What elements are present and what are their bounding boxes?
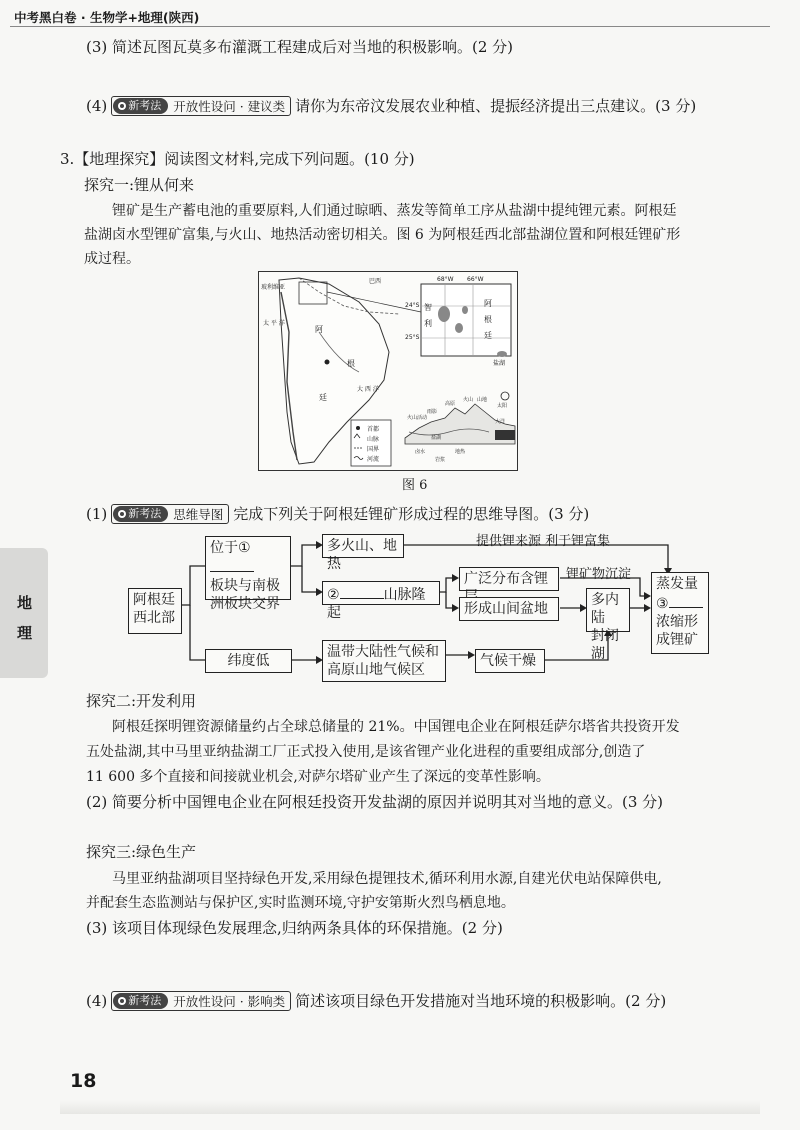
side-tab-char-1: 地 (17, 594, 33, 612)
label-lat25: 25°S (405, 334, 420, 341)
final-line4: 成锂矿 (656, 632, 698, 648)
mindmap-salt-layer: 广泛分布含锂 (459, 567, 559, 591)
section2-para-line2: 五处盐湖,其中马里亚纳盐湖工厂正式投入使用,是该省锂产业化进程的重要组成部分,创造了 (86, 744, 646, 760)
q3-sub4 (86, 990, 666, 1011)
plate-line1-text: 位于① (210, 540, 251, 556)
mindmap-volcano: 多火山、地热 (322, 534, 404, 558)
mindmap-root (128, 588, 182, 634)
legend-mountain-label: 山脉 (367, 436, 380, 443)
mindmap-climate (322, 640, 446, 682)
plate-line3: 洲板块交界 (210, 596, 280, 612)
section3-para-line2: 并配套生态监测站与保护区,实时监测环境,守护安第斯火烈鸟栖息地。 (86, 895, 515, 911)
tag-label: 思维导图 (173, 506, 224, 522)
section2-para-line1: 阿根廷探明锂资源储量约占全球总储量的 21%。中国锂电企业在阿根廷萨尔塔省共投资开发 (112, 719, 680, 735)
section3-title: 探究三:绿色生产 (86, 843, 197, 861)
q3-sub1-number: (1) (86, 504, 108, 523)
side-tab-char-2: 理 (17, 624, 33, 642)
section1-para-line1: 锂矿是生产蓄电池的重要原料,人们通过晾晒、蒸发等简单工序从盐湖中提纯锂元素。阿根廷 (112, 203, 677, 219)
arrowhead (644, 592, 651, 600)
cross-label-8: 大洋 (495, 419, 506, 425)
pill-label: 新考法 (128, 98, 162, 112)
label-volcano: 火山 (463, 397, 474, 403)
tag-label: 开放性设问 · 影响类 (173, 993, 286, 1009)
new-method-tag (111, 991, 291, 1011)
section3-para-line1: 马里亚纳盐湖项目坚持绿色开发,采用绿色提锂技术,循环利用水源,自建光伏电站保障供电, (112, 871, 662, 887)
mindmap-low-latitude: 纬度低 (205, 649, 292, 673)
label-ting: 廷 (319, 393, 327, 402)
final-line2 (656, 593, 704, 613)
answer-blank-1[interactable] (210, 557, 254, 572)
cross-label-5: 地热 (455, 449, 466, 455)
pill-label: 新考法 (128, 506, 162, 520)
label-lon66: 66°W (467, 276, 484, 283)
root-line2: 西北部 (133, 610, 175, 626)
page-bottom-shadow (60, 1100, 760, 1114)
cross-label-6: 岩浆 (435, 457, 446, 463)
q3-sub1-text: 完成下列关于阿根廷锂矿形成过程的思维导图。(3 分) (233, 505, 590, 523)
label-salt-lake: 盐湖 (493, 360, 506, 367)
figure-caption: 图 6 (402, 478, 428, 493)
legend-capital-label: 首都 (367, 426, 380, 433)
final-line3: 浓缩形 (656, 614, 698, 630)
mindmap-plate-location (205, 536, 291, 612)
climate-line1: 温带大陆性气候和 (327, 644, 439, 660)
page-header: 中考黑白卷 · 生物学+地理(陕西) (14, 10, 200, 25)
final-line1: 蒸发量 (656, 576, 698, 592)
label-gen: 根 (347, 359, 355, 368)
section1-para-line3: 成过程。 (84, 251, 140, 267)
label-a2: 阿 (484, 299, 492, 308)
mindmap-note2: 锂矿物沉淀 (566, 567, 632, 582)
q2-sub4-number: (4) (86, 96, 108, 115)
final-blank-marker: ③ (656, 596, 669, 612)
legend-river-label: 河流 (367, 456, 380, 463)
cross-label-3: 盐湖 (431, 435, 442, 441)
climate-line2: 高原山地气候区 (327, 662, 425, 678)
q3-heading: 3.【地理探究】阅读图文材料,完成下列问题。(10 分) (60, 150, 415, 168)
answer-blank-2[interactable] (340, 584, 384, 599)
mindmap-lake (586, 588, 630, 662)
arrowhead (644, 604, 651, 612)
plate-line1 (210, 539, 286, 577)
answer-blank-3[interactable] (669, 593, 703, 608)
label-pacific: 太 平 洋 (263, 320, 285, 327)
section1-para-line2: 盐湖卤水型锂矿富集,与火山、地热活动密切相关。图 6 为阿根廷西北部盐湖位置和阿根廷锂矿形 (84, 227, 681, 243)
q3-sub2: (2) 简要分析中国锂电企业在阿根廷投资开发盐湖的原因并说明其对当地的意义。(3 分) (86, 793, 664, 811)
connector (446, 592, 452, 608)
label-zhi: 智 (424, 303, 432, 312)
mindmap-dry: 气候干燥 (475, 649, 545, 673)
mindmap-note1: 提供锂来源 利于锂富集 (476, 534, 611, 549)
legend-border-label: 国界 (367, 446, 380, 453)
arrowhead (468, 651, 475, 659)
label-sun: 太阳 (497, 403, 508, 409)
cross-label-2: 高原 (445, 401, 456, 407)
lake-line1: 多内陆 (591, 592, 619, 626)
section1-title: 探究一:锂从何来 (84, 176, 195, 194)
cross-label-4: 卤水 (415, 449, 426, 455)
page-number: 18 (70, 1070, 97, 1092)
label-ting2: 廷 (484, 331, 492, 340)
label-a: 阿 (315, 325, 323, 334)
connector (440, 578, 452, 592)
subject-side-tab (0, 548, 48, 678)
mindmap-mountain (322, 581, 440, 621)
root-line1: 阿根廷 (133, 592, 175, 608)
new-method-pill (113, 993, 168, 1009)
mindmap-final (651, 572, 709, 654)
q2-sub4-text: 请你为东帝汶发展农业种植、提振经济提出三点建议。(3 分) (295, 97, 697, 115)
connector (190, 605, 205, 660)
connector (182, 566, 205, 605)
label-li: 利 (424, 319, 432, 328)
q2-sub3: (3) 简述瓦图瓦莫多布灌溉工程建成后对当地的积极影响。(2 分) (86, 38, 514, 56)
arrowhead (452, 604, 459, 612)
label-brazil: 巴西 (369, 278, 382, 285)
cross-label-1: 雨影 (427, 409, 438, 415)
q3-sub4-text: 简述该项目绿色开发措施对当地环境的积极影响。(2 分) (295, 992, 667, 1010)
lake-line2: 封闭湖 (591, 628, 619, 662)
bulb-icon (118, 997, 126, 1005)
q3-sub3: (3) 该项目体现绿色发展理念,归纳两条具体的环保措施。(2 分) (86, 919, 503, 937)
mindmap-basin: 形成山间盆地 (459, 597, 559, 621)
section2-para-line3: 11 600 多个直接和间接就业机会,对萨尔塔矿业产生了深远的变革性影响。 (86, 769, 550, 785)
plate-line2: 板块与南极 (210, 578, 280, 594)
label-atlantic: 大 西 洋 (357, 386, 379, 393)
label-bolivia: 玻利维亚 (261, 284, 286, 291)
label-lat24: 24°S (405, 302, 420, 309)
mountain-text: 山脉隆起 (327, 587, 426, 621)
label-gen2: 根 (484, 315, 492, 324)
label-lon68: 68°W (437, 276, 454, 283)
q3-sub4-number: (4) (86, 991, 108, 1010)
tag-label: 开放性设问 · 建议类 (173, 98, 286, 114)
arrowhead (452, 574, 459, 582)
cross-label-7: 山地 (477, 397, 488, 403)
mountain-blank-marker: ② (327, 587, 340, 603)
cross-label-0: 火山活动 (407, 415, 428, 421)
connector (302, 566, 316, 592)
connector (290, 545, 316, 566)
pill-label: 新考法 (128, 993, 162, 1007)
section2-title: 探究二:开发利用 (86, 692, 197, 710)
